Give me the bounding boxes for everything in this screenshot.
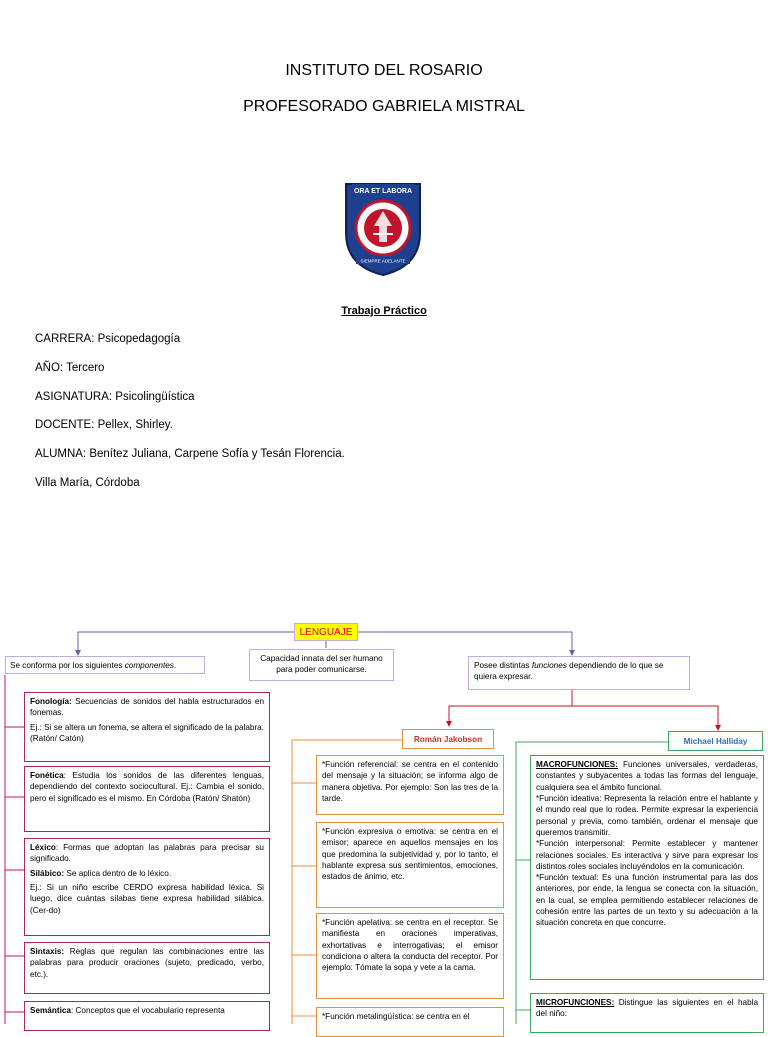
silabico-term: Silábico: bbox=[30, 868, 65, 878]
halliday-label: Michael Halliday bbox=[668, 731, 763, 751]
lexico-ej: Ej.: Si un niño escribe CERDO expresa habilidad léxica. Si luego, dice cuántas sílabas tiene expresa habilidad silábica. (Cer-do) bbox=[30, 882, 264, 915]
root-lenguaje: LENGUAJE bbox=[294, 623, 358, 641]
info-docente: DOCENTE: Pellex, Shirley. bbox=[35, 419, 173, 431]
profesorado-title: PROFESORADO GABRIELA MISTRAL bbox=[243, 98, 525, 115]
info-alumna: ALUMNA: Benítez Juliana, Carpene Sofía y Tesán Florencia. bbox=[35, 448, 345, 460]
lexico-term: Léxico bbox=[30, 843, 56, 852]
macrofunciones-label: MACROFUNCIONES: bbox=[536, 760, 618, 769]
funcion-textual-text: *Función textual: Es una función instrumental para las dos anteriores, por ende, la lengua se conecta con la situación, en la cual, se emplea permitiendo establecer relaciones de cohesión entre las partes de un texto y su adecuación a la situación concreta en que concurre. bbox=[536, 873, 758, 928]
funciones-intro: Posee distintas bbox=[474, 661, 530, 670]
info-carrera: CARRERA: Psicopedagogía bbox=[35, 333, 181, 345]
info-anio: AÑO: Tercero bbox=[35, 362, 105, 374]
lexico-box bbox=[24, 838, 270, 936]
fonologia-box bbox=[24, 692, 270, 762]
sintaxis-def: Reglas que regulan las combinaciones entre las palabras para producir oraciones (sujeto, predicado, verbo, etc.). bbox=[30, 947, 264, 979]
capacidad-box: Capacidad innata del ser humano para poder comunicarse. bbox=[249, 649, 394, 681]
sintaxis-term: Sintaxis: bbox=[30, 947, 65, 956]
funcion-ideativa-text: *Función ideativa: Representa la relación entre el hablante y el mundo real que lo rodea. Permite expresar la experiencia personal y previa, como también, ordenar el mensaje que queremos transmitir. bbox=[536, 793, 758, 837]
semantica-def: : Conceptos que el vocabulario representa bbox=[70, 1006, 225, 1015]
microfunciones-box bbox=[530, 993, 764, 1033]
componentes-intro: Se conforma por los siguientes bbox=[10, 661, 123, 670]
macrofunciones-box bbox=[530, 755, 764, 980]
funcion-referencial-box bbox=[316, 755, 504, 815]
funcion-interpersonal-text: *Función interpersonal: Permite establecer y mantener relaciones sociales. Es interactiva y sirve para expresar los distintos roles sociales incluyéndolos en la comunicación. bbox=[536, 839, 758, 871]
funcion-apelativa-box bbox=[316, 913, 504, 999]
funciones-box bbox=[468, 656, 690, 690]
lexico-def: : Formas que adoptan las palabras para precisar su significado. bbox=[30, 843, 264, 864]
semantica-box bbox=[24, 1001, 270, 1031]
info-asignatura: ASIGNATURA: Psicolingüística bbox=[35, 391, 195, 403]
funcion-metalinguistica-text: *Función metalingüística: se centra en el bbox=[322, 1012, 470, 1021]
funciones-rest: dependiendo de lo que se quiera expresar. bbox=[474, 661, 664, 682]
funcion-referencial-text: *Función referencial: se centra en el contenido del mensaje y la situación; se informa algo de manera objetiva. Por ejemplo: Son las tres de la tarde. bbox=[322, 760, 498, 803]
funcion-expresiva-box bbox=[316, 822, 504, 908]
svg-text:SIEMPRE ADELANTE: SIEMPRE ADELANTE bbox=[360, 258, 406, 264]
fonologia-term: Fonología: bbox=[30, 697, 72, 706]
componentes-box: Se conforma por los siguientes componentes. bbox=[5, 656, 205, 674]
svg-text:ORA ET LABORA: ORA ET LABORA bbox=[353, 188, 413, 195]
fonologia-ej: Ej.: Si se altera un fonema, se altera el significado de la palabra. (Ratón/ Catón) bbox=[30, 722, 264, 743]
jakobson-label: Román Jakobson bbox=[402, 729, 494, 749]
silabico-def: Se aplica dentro de lo léxico. bbox=[66, 868, 172, 878]
fonetica-box bbox=[24, 766, 270, 832]
sintaxis-box bbox=[24, 942, 270, 994]
info-lugar: Villa María, Córdoba bbox=[35, 477, 140, 489]
macrofunciones-def: Funciones universales, verdaderas, constantes y subyacentes a todas las formas del lenguaje, cualquiera sea el ámbito funcional. bbox=[536, 760, 758, 792]
funcion-metalinguistica-box bbox=[316, 1007, 504, 1037]
microfunciones-label: MICROFUNCIONES: bbox=[536, 998, 615, 1007]
work-title: Trabajo Práctico bbox=[341, 305, 427, 317]
fonetica-term: Fonética bbox=[30, 771, 64, 780]
fonetica-def: : Estudia los sonidos de las diferentes lenguas, dependiendo del contexto sociocultural. Ej.: Cambia el sonido, pero el significado es el mismo. En Córdoba (Ratón/ Shatón) bbox=[30, 771, 264, 803]
institute-title: INSTITUTO DEL ROSARIO bbox=[285, 62, 483, 79]
fonologia-def: Secuencias de sonidos del habla estructurados en fonemas. bbox=[30, 697, 264, 718]
microfunciones-def: Distingue las siguientes en el habla del niño: bbox=[536, 998, 758, 1019]
semantica-term: Semántica bbox=[30, 1006, 71, 1015]
funciones-word: funciones bbox=[531, 661, 567, 670]
funcion-expresiva-text: *Función expresiva o emotiva: se centra en el emisor; aparece en aquellos mensajes en los que predomina la subjetividad y, por lo tanto, el hablante expresa sus sentimientos, emociones, estados de ánimo, etc. bbox=[322, 827, 498, 882]
componentes-word: componentes bbox=[124, 661, 174, 670]
funcion-apelativa-text: *Función apelativa: se centra en el receptor. Se manifiesta en oraciones imperativas, exhortativas e interrogativas; el emisor condiciona o altera la conducta del receptor. Por ejemplo: Tómate la sopa y vete a la cama. bbox=[322, 918, 498, 973]
